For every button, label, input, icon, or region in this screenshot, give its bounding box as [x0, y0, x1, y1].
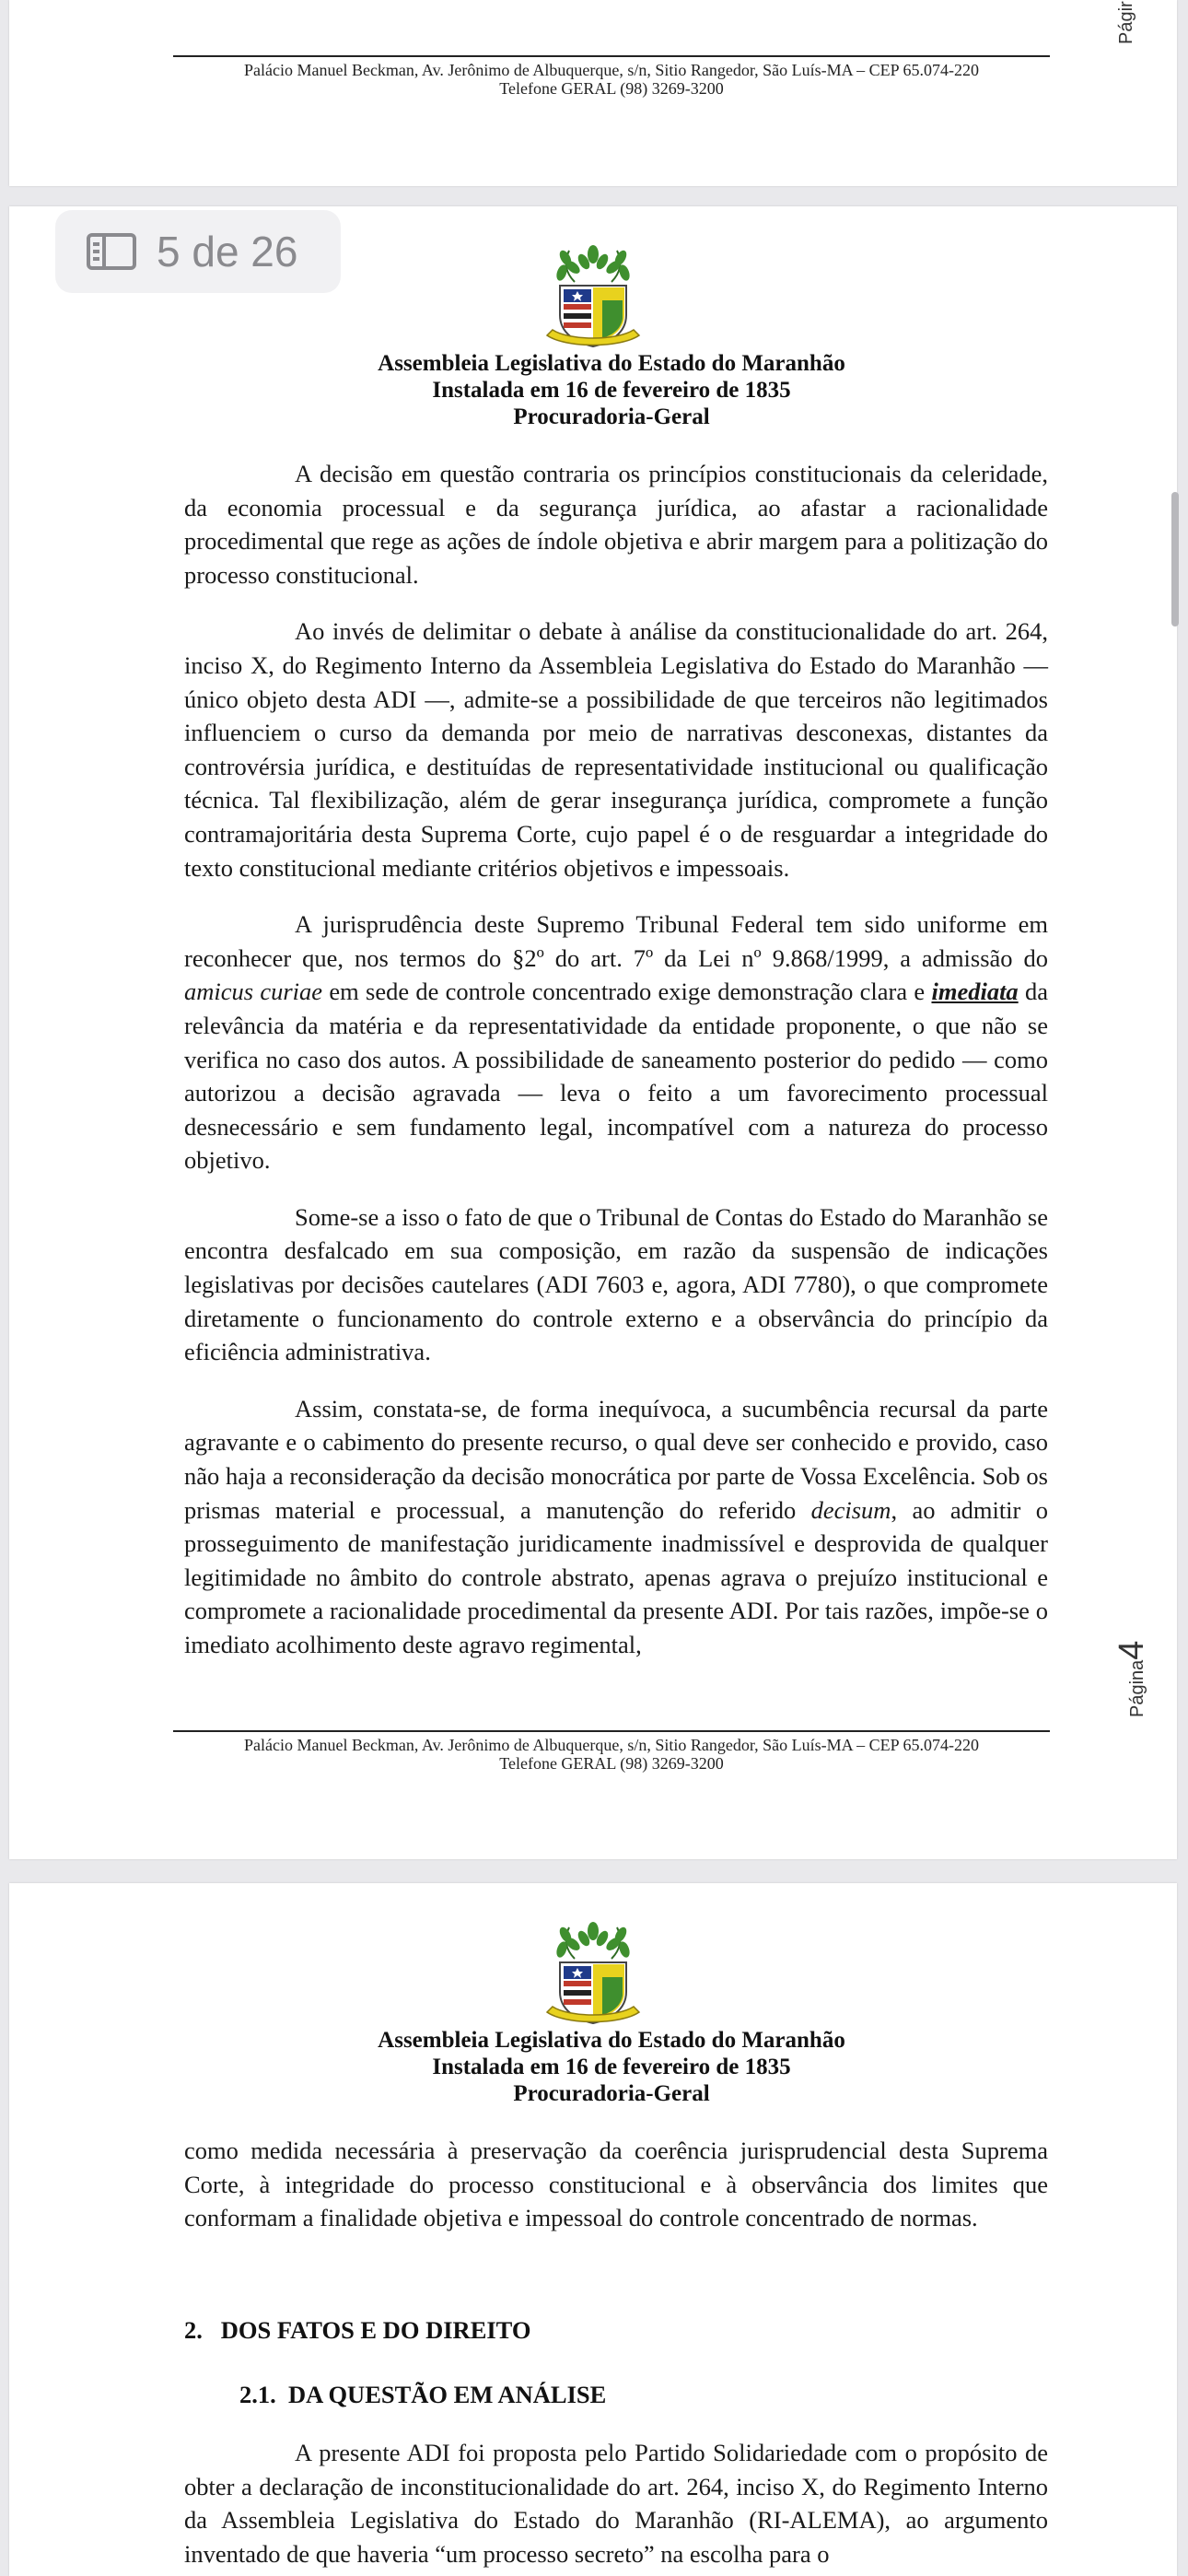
- document-page-6-partial: [9, 1883, 1177, 2576]
- letterhead-founded: Instalada em 16 de fevereiro de 1835: [432, 2055, 791, 2079]
- emphasis-imediata: imediata: [931, 978, 1019, 1006]
- subsection-heading: 2.1. DA QUESTÃO EM ANÁLISE: [239, 2381, 607, 2408]
- letterhead: [173, 350, 1050, 430]
- footer-divider: [173, 55, 1050, 57]
- paragraph: A presente ADI foi proposta pelo Partido Solidariedade com o propósito de obter a declaração de inconstitucionalidade do art. 264, inciso X, do Regimento Interno da Assembleia Legislativa do Estado do Maranhão (RI-ALEMA), ao argumento inventado de que haveria “um processo secreto” na escolha para o: [184, 2439, 1048, 2568]
- page-body: [184, 2134, 1048, 2258]
- coat-of-arms-icon: [538, 1922, 648, 2028]
- scrollbar-thumb[interactable]: [1171, 492, 1179, 626]
- footer-address: Palácio Manuel Beckman, Av. Jerônimo de Albuquerque, s/n, Sitio Rangedor, São Luís-MA – CEP 65.074-220: [243, 61, 980, 79]
- letterhead-department: Procuradoria-Geral: [513, 2081, 710, 2106]
- footer-address: Palácio Manuel Beckman, Av. Jerônimo de Albuquerque, s/n, Sitio Rangedor, São Luís-MA – CEP 65.074-220: [243, 1736, 980, 1754]
- footer-phone: Telefone GERAL (98) 3269-3200: [499, 1754, 724, 1773]
- footer-phone: Telefone GERAL (98) 3269-3200: [499, 79, 724, 98]
- letterhead-institution: Assembleia Legislativa do Estado do Maranhão: [378, 351, 845, 376]
- paragraph: A decisão em questão contraria os princípios constitucionais da celeridade, da economia processual e da segurança jurídica, ao afastar a racionalidade procedimental que rege as ações de índole objetiva e abrir margem para a politização do processo constitucional.: [184, 460, 1048, 589]
- sidebar-toggle-icon: [87, 233, 136, 270]
- paragraph: como medida necessária à preservação da coerência jurisprudencial desta Suprema Corte, à integridade do processo constitucional e à observância dos limites que conformam a finalidade objetiva e impessoal do controle concentrado de normas.: [184, 2137, 1048, 2232]
- side-page-label-top: Págir: [1116, 1, 1136, 44]
- footer-divider: [173, 1730, 1050, 1732]
- paragraph: Assim, constata-se, de forma inequívoca, a sucumbência recursal da parte agravante e o cabimento do presente recurso, o qual deve ser conhecido e provido, caso não haja a reconsideração da decisão monocrática por parte de Vossa Excelência. Sob os prismas material e processual, a manutenção do referido decisum, ao admitir o prosseguimento de manifestação juridicamente inadmissível e desprovida de qualquer legitimidade no âmbito do controle abstrato, apenas agrava o prejuízo institucional e compromete a racionalidade procedimental da presente ADI. Por tais razões, impõe-se o imediato acolhimento deste agravo regimental,: [184, 1394, 1048, 1658]
- document-page-4-partial: [9, 0, 1177, 186]
- letterhead: [173, 2027, 1050, 2107]
- section-heading: 2. DOS FATOS E DO DIREITO: [184, 2316, 531, 2344]
- page-indicator-label: 5 de 26: [157, 228, 298, 275]
- footer-address-block: [173, 61, 1050, 98]
- latin-term-decisum: decisum: [810, 1495, 891, 1524]
- page-indicator[interactable]: [55, 210, 341, 293]
- paragraph: A jurisprudência deste Supremo Tribunal Federal tem sido uniforme em reconhecer que, nos termos do §2º do art. 7º da Lei nº 9.868/1999, a admissão do amicus curiae em sede de controle concentrado exige demonstração clara e imediata da relevância da matéria e da representatividade da entidade proponente, o que não se verifica no caso dos autos. A possibilidade de saneamento posterior do pedido — como autorizou a decisão agravada — leva o feito a um favorecimento processual desnecessário e sem fundamento legal, incompatível com a natureza do processo objetivo.: [184, 910, 1048, 1175]
- letterhead-founded: Instalada em 16 de fevereiro de 1835: [432, 378, 791, 403]
- footer-address-block: [173, 1736, 1050, 1773]
- page-body-continued: [184, 2436, 1048, 2576]
- letterhead-institution: Assembleia Legislativa do Estado do Maranhão: [378, 2028, 845, 2053]
- paragraph: Some-se a isso o fato de que o Tribunal de Contas do Estado do Maranhão se encontra desfalcado em sua composição, em razão da suspensão de indicações legislativas por decisões cautelares (ADI 7603 e, agora, ADI 7780), o que compromete diretamente o funcionamento do controle externo e a observância do princípio da eficiência administrativa.: [184, 1202, 1048, 1366]
- paragraph: Ao invés de delimitar o debate à análise da constitucionalidade do art. 264, inciso X, do Regimento Interno da Assembleia Legislativa do Estado do Maranhão — único objeto desta ADI —, admite-se a possibilidade de que terceiros não legitimados influenciem o curso da demanda por meio de narrativas desconexas, distantes da controvérsia jurídica, e destituídas de representatividade institucional ou qualificação técnica. Tal flexibilização, além de gerar insegurança jurídica, compromete a função contramajoritária desta Suprema Corte, cujo papel é o de resguardar a integridade do texto constitucional mediante critérios objetivos e impessoais.: [184, 617, 1048, 882]
- latin-term-amicus-curiae: amicus curiae: [184, 978, 323, 1006]
- page-body: [184, 457, 1048, 1685]
- letterhead-department: Procuradoria-Geral: [513, 404, 710, 429]
- coat-of-arms-icon: [538, 245, 648, 351]
- document-page-5: [9, 206, 1177, 1859]
- side-page-label-mid: Página4: [1112, 1640, 1151, 1717]
